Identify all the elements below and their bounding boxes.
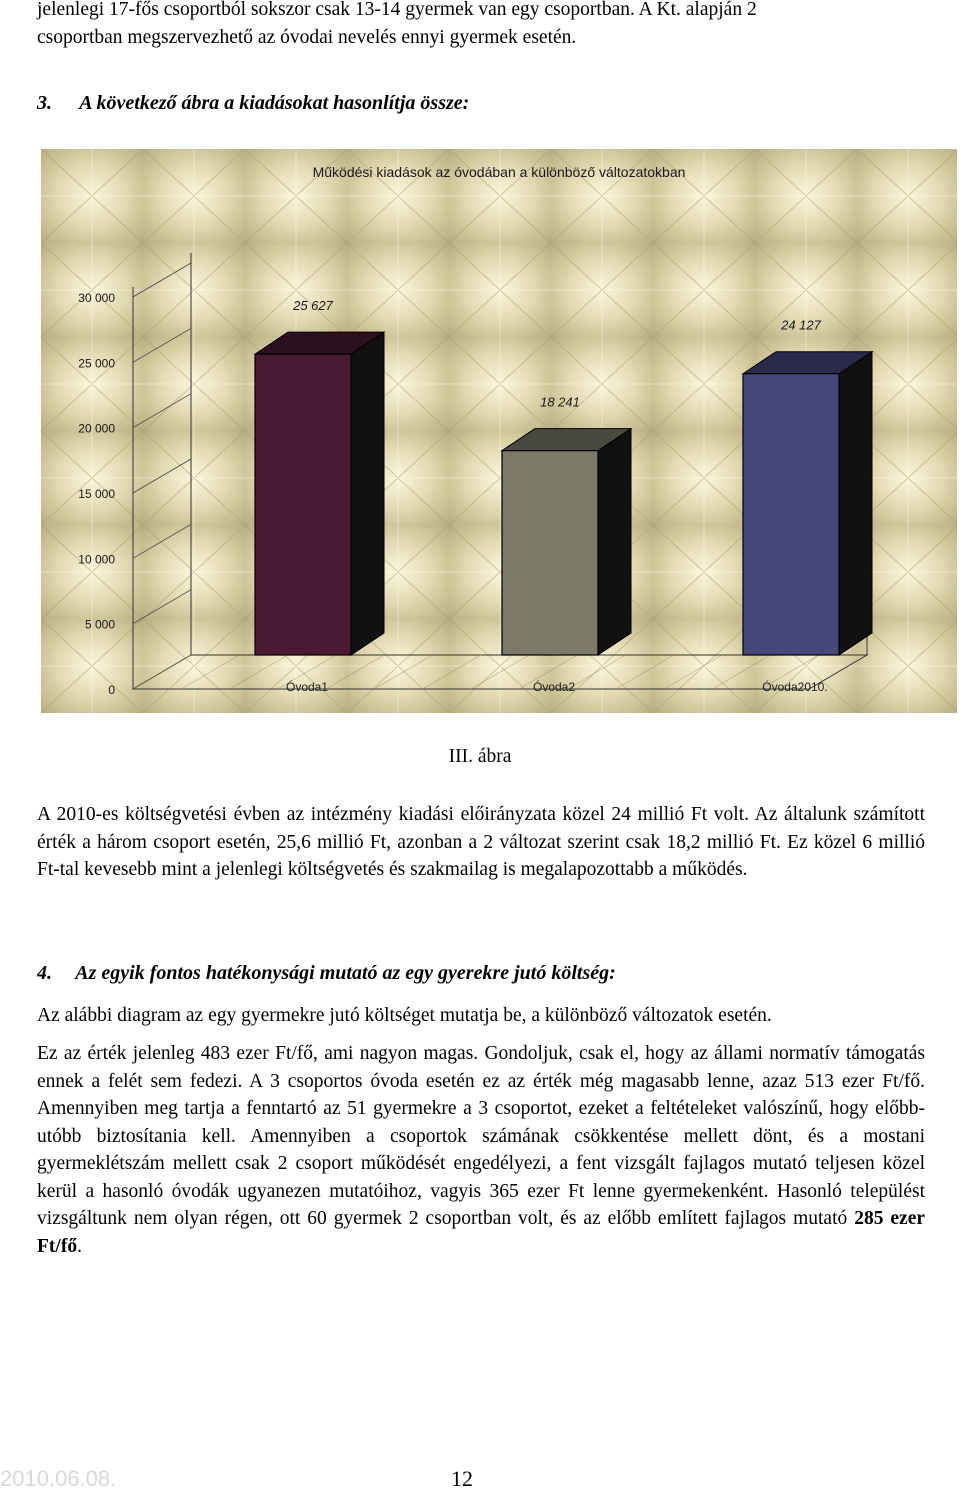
section-4-number: 4.: [37, 962, 52, 984]
footer-date: 2010.06.08.: [0, 1466, 117, 1491]
intro-paragraph: [37, 0, 925, 51]
chart-ytick-label: 30 000: [78, 291, 115, 305]
expenses-chart: [41, 149, 957, 713]
chart-ytick-label: 25 000: [78, 356, 115, 371]
chart-xtick-label: Óvoda2: [532, 680, 576, 694]
expenses-chart-svg: [41, 149, 957, 713]
paragraph-4-body-text: Ez az érték jelenleg 483 ezer Ft/fő, ami nagyon magas. Gondoljuk, csak el, hogy az állami normatív támogatás ennek a felét sem fedezi. A 3 csoportos óvoda esetén ez az érték még magasabb lenne, azaz 513 ezer Ft/fő. Amennyiben meg tartja a fenntartó az 51 gyermekre a 3 csoportot, ezeket a feltételeket valószínű, hogy előbb-utóbb biztosítania kell. Amennyiben a csoportok számának csökkentése mellett dönt, és a mostani gyermeklétszám mellett csak 2 csoport működését engedélyezi, a fent vizsgált fajlagos mutató teljesen közel kerül a hasonló óvodák ugyanezen mutatóihoz, vagyis 365 ezer Ft lenne gyermekenként. Hasonló települést vizsgáltunk nem olyan régen, ott 60 gyermek 2 csoportban volt, és az előbb említett fajlagos mutató: [37, 1043, 925, 1229]
chart-data-label: 24 127: [781, 317, 821, 333]
section-4-heading: [37, 962, 616, 985]
chart-data-label: 25 627: [293, 298, 333, 314]
intro-line-1: jelenlegi 17-fős csoportból sokszor csak 13-14 gyermek van egy csoportban. A Kt. alapján 2: [37, 0, 757, 20]
paragraph-4-intro: Az alábbi diagram az egy gyermekre jutó költséget mutatja be, a különböző változatok esetén.: [37, 1005, 772, 1026]
chart-ytick-label: 20 000: [78, 421, 115, 436]
section-3-heading: [37, 92, 469, 115]
intro-line-2: csoportban megszervezhető az óvodai nevelés ennyi gyermek esetén.: [37, 26, 577, 48]
chart-bar: [255, 354, 351, 655]
chart-bar-side: [351, 332, 384, 655]
chart-data-label: 18 241: [540, 394, 580, 410]
chart-xtick-label: Óvoda2010.: [762, 680, 828, 694]
chart-bar: [502, 451, 598, 655]
paragraph-2010-budget: A 2010-es költségvetési évben az intézmény kiadási előirányzata közel 24 millió Ft volt. Az általunk számított érték a három csoport esetén, 25,6 millió Ft, azonban a 2 változat szerint csak 18,2 millió Ft. Ez közel 6 millió Ft-tal kevesebb mint a jelenlegi költségvetés és szakmailag is megalapozottabb a működés.: [37, 804, 925, 880]
section-3-title: A következő ábra a kiadásokat hasonlítja össze:: [79, 92, 470, 114]
paragraph-4-body: [37, 1040, 925, 1260]
paragraph-4-body-bold: 285 ezer Ft/fő: [37, 1208, 926, 1257]
paragraph-4-body-end: .: [77, 1235, 82, 1257]
chart-title: Működési kiadások az óvodában a különböző változatokban: [312, 164, 686, 180]
chart-ytick-label: 10 000: [78, 552, 115, 567]
chart-ytick-label: 0: [108, 683, 115, 697]
chart-xtick-label: Óvoda1: [285, 680, 329, 694]
section-3-number: 3.: [37, 92, 52, 114]
chart-bar-side: [598, 429, 631, 655]
section-4-title: Az egyik fontos hatékonysági mutató az egy gyerekre jutó költség:: [75, 962, 616, 984]
chart-bar-side: [839, 352, 872, 655]
chart-ytick-label: 5 000: [84, 617, 115, 632]
chart-bar: [743, 374, 839, 655]
chart-ytick-label: 15 000: [78, 487, 115, 501]
figure-caption: III. ábra: [448, 746, 512, 767]
page-number: 12: [451, 1466, 473, 1491]
